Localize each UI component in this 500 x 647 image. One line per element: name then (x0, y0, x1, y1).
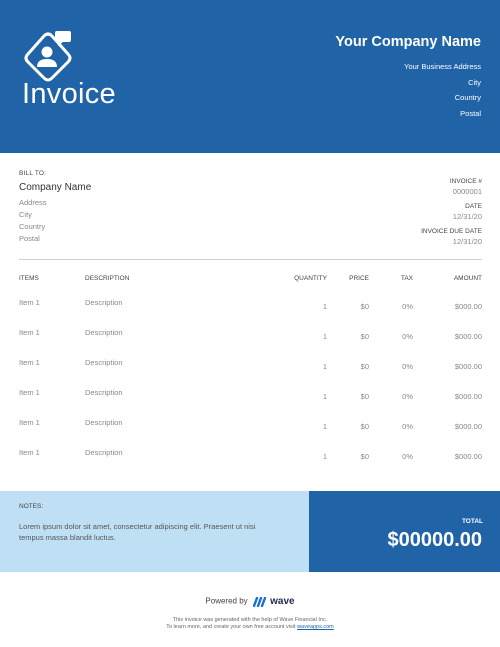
notes-text: Lorem ipsum dolor sit amet, consectetur adipiscing elit. Praesent ut nisi tempus massa blandit luctus. (19, 522, 256, 542)
total-label: TOTAL (461, 518, 483, 525)
column-header-tax: TAX (400, 275, 413, 282)
row-amount: $000.00 (454, 422, 482, 431)
due-date-value: 12/31/20 (452, 237, 482, 246)
column-header-price: PRICE (349, 275, 369, 282)
row-tax: 0% (402, 362, 413, 371)
row-description: Description (85, 418, 123, 427)
row-amount: $000.00 (454, 362, 482, 371)
row-quantity: 1 (322, 392, 327, 401)
row-description: Description (85, 388, 123, 397)
row-amount: $000.00 (454, 302, 482, 311)
wave-logo-icon (253, 597, 267, 607)
table-row (0, 328, 500, 358)
invoice-header (0, 0, 500, 153)
invoice-meta (421, 178, 482, 253)
row-price: $0 (360, 332, 369, 341)
table-row (0, 298, 500, 328)
bill-to-section (19, 170, 91, 246)
column-header-quantity: QUANTITY (294, 275, 327, 282)
client-country: Country (19, 222, 46, 231)
row-item: Item 1 (19, 388, 40, 397)
row-description: Description (85, 328, 123, 337)
document-title: Invoice (22, 78, 116, 110)
row-quantity: 1 (322, 332, 327, 341)
company-name: Your Company Name (335, 34, 481, 50)
row-tax: 0% (402, 422, 413, 431)
company-country: Country (454, 93, 481, 102)
row-tax: 0% (402, 302, 413, 311)
row-price: $0 (360, 362, 369, 371)
row-description: Description (85, 298, 123, 307)
wave-brand: wave (270, 596, 295, 607)
section-divider (19, 259, 482, 260)
date-value: 12/31/20 (452, 212, 482, 221)
total-value: $00000.00 (387, 529, 482, 551)
company-info (335, 34, 481, 125)
waveapps-link[interactable]: waveapps.com (297, 624, 334, 630)
notes-label: NOTES: (19, 503, 44, 510)
row-tax: 0% (402, 452, 413, 461)
row-item: Item 1 (19, 418, 40, 427)
client-name: Company Name (19, 182, 92, 193)
company-city: City (468, 77, 481, 87)
notes-section (0, 491, 309, 572)
row-item: Item 1 (19, 448, 40, 457)
row-amount: $000.00 (454, 452, 482, 461)
footer-line-2-text: To learn more, and create your own free account visit (166, 624, 296, 630)
client-address: Address (19, 198, 47, 207)
row-quantity: 1 (322, 362, 327, 371)
table-row (0, 358, 500, 388)
powered-by-label: Powered by (205, 596, 248, 606)
column-header-description: DESCRIPTION (85, 275, 130, 282)
column-header-items: ITEMS (19, 275, 39, 282)
company-address-line: Your Business Address (404, 62, 481, 71)
row-amount: $000.00 (454, 392, 482, 401)
row-tax: 0% (402, 332, 413, 341)
row-price: $0 (360, 452, 369, 461)
row-price: $0 (360, 392, 369, 401)
table-row (0, 388, 500, 418)
row-price: $0 (360, 422, 369, 431)
client-city: City (19, 210, 32, 219)
client-postal: Postal (19, 234, 40, 243)
column-header-amount: AMOUNT (453, 275, 482, 282)
row-price: $0 (360, 302, 369, 311)
total-section (309, 491, 500, 572)
date-label: DATE (465, 203, 482, 210)
powered-by (0, 596, 500, 607)
footer-line-1: This invoice was generated with the help of Wave Financial Inc. (172, 617, 328, 623)
due-date-label: INVOICE DUE DATE (421, 228, 482, 235)
table-row (0, 448, 500, 478)
row-item: Item 1 (19, 328, 40, 337)
row-description: Description (85, 448, 123, 457)
row-tax: 0% (402, 392, 413, 401)
row-description: Description (85, 358, 123, 367)
row-item: Item 1 (19, 298, 40, 307)
row-item: Item 1 (19, 358, 40, 367)
table-row (0, 418, 500, 448)
row-amount: $000.00 (454, 332, 482, 341)
company-postal: Postal (460, 108, 481, 118)
row-quantity: 1 (322, 452, 327, 461)
invoice-number-label: INVOICE # (449, 178, 482, 185)
footer-line-2 (0, 624, 500, 630)
row-quantity: 1 (322, 302, 327, 311)
user-chat-icon (20, 28, 76, 84)
invoice-number-value: 0000001 (452, 187, 482, 196)
bill-to-label: BILL TO: (19, 170, 47, 177)
row-quantity: 1 (322, 422, 327, 431)
